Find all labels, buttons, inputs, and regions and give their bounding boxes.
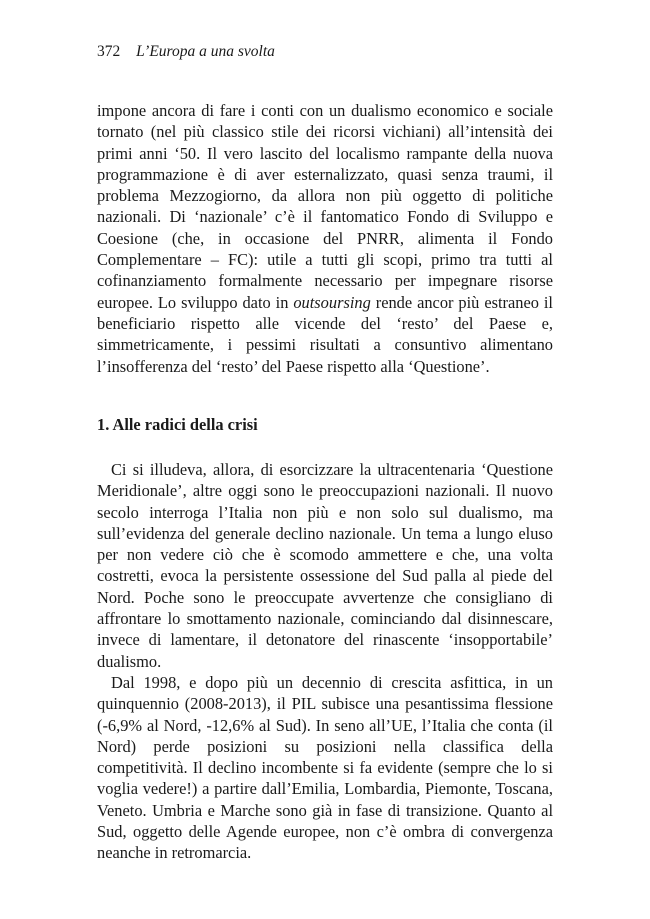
section-heading: 1. Alle radici della crisi xyxy=(97,415,258,434)
section-paragraph-1: Ci si illudeva, allora, di esorcizzare la ultracentenaria ‘Questione Meridionale’, altre oggi sono le preoccupazioni nazionali. Il nuovo secolo interroga l’Italia non più e non solo sul dualismo, ma sull’evidenza del generale declino nazionale. Un tema a lungo eluso per non vedere ciò che è scomodo ammettere e che, una volta costretti, evoca la persistente ossessione del Sud palla al piede del Nord. Poche sono le preoccupate avvertenze che consigliano di affrontare lo smottamento nazionale, cominciando dal disinnescare, invece di lamentare, il detonatore del rinascente ‘insopportabile’ dualismo. xyxy=(97,460,553,671)
section-paragraph-2: Dal 1998, e dopo più un decennio di crescita asfittica, in un quinquennio (2008-2013), il PIL subisce una pesantissima flessione (-6,9% al Nord, -12,6% al Sud). In seno all’UE, l’Italia che conta (il Nord) perde posizioni su posizioni nella classifica della competitività. Il declino incombente si fa evidente (sempre che lo si voglia vedere!) a partire dall’Emilia, Lombardia, Piemonte, Toscana, Veneto. Umbria e Marche sono già in fase di transizione. Quanto al Sud, oggetto delle Agende europee, non c’è ombra di convergenza neanche in retromarcia. xyxy=(97,672,553,863)
page-number: 372 xyxy=(97,43,121,60)
intro-italic-term: outsoursing xyxy=(293,292,371,312)
intro-paragraph xyxy=(97,100,553,377)
intro-text-after-italic: rende ancor più estraneo il beneficiario rispetto alle vicende del ‘resto’ del Paese e, simmetricamente, i pessimi risultati a consuntivo alimentano l’insofferenza del ‘resto’ del Paese rispetto alla ‘Questione’. xyxy=(97,292,553,376)
running-header xyxy=(97,42,275,62)
section-text-block xyxy=(97,459,553,864)
intro-text-before-italic: impone ancora di fare i conti con un dualismo economico e sociale tornato (nel più classico stile dei ricorsi vichiani) all’intensità dei primi anni ‘50. Il vero lascito del localismo rampante della nuova programmazione è di aver esternalizzato, quasi senza traumi, il problema Mezzogiorno, da allora non più oggetto di politiche nazionali. Di ‘nazionale’ c’è il fantomatico Fondo di Sviluppo e Coesione (che, in occasione del PNRR, alimenta il Fondo Complementare – FC): utile a tutti gli scopi, primo tra tutti al cofinanziamento formalmente necessario per impegnare risorse europee. Lo sviluppo dato in xyxy=(97,101,553,312)
intro-text-block xyxy=(97,100,553,377)
book-title: L’Europa a una svolta xyxy=(136,43,275,60)
